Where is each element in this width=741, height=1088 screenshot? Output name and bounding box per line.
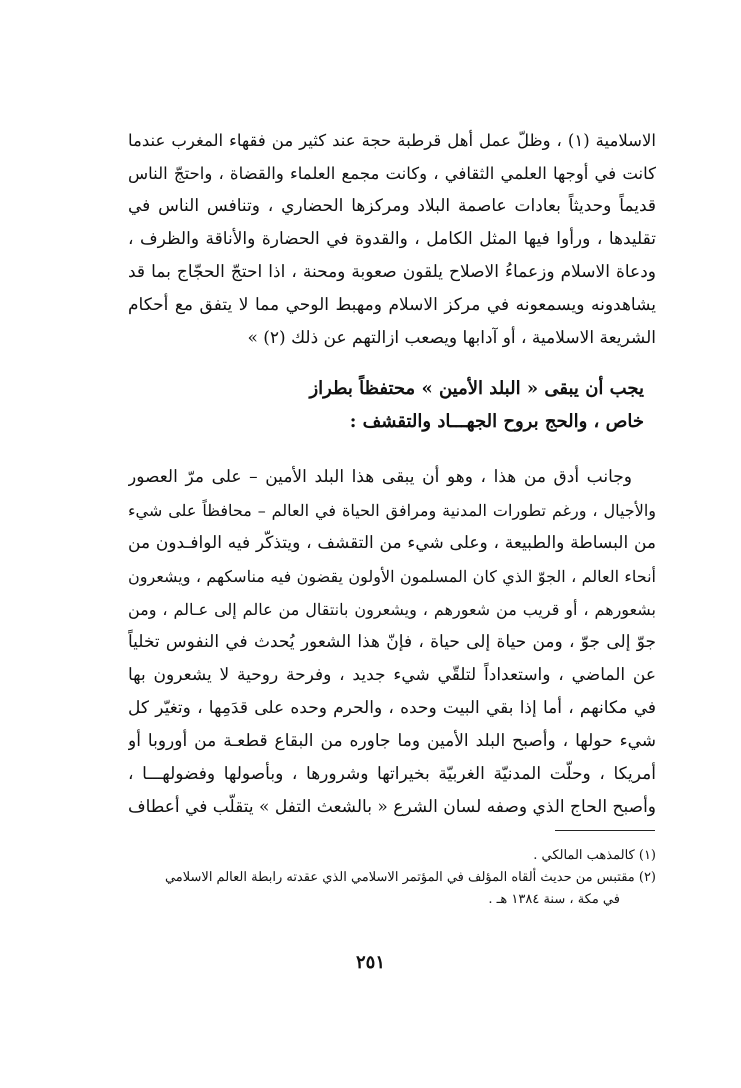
- paragraph-continuation: [128, 124, 656, 355]
- text-line: عن الماضي ، واستعداداً لتلقّي شيء جديد ، وفرحة روحية لا يشعرون بها: [128, 665, 656, 685]
- footnote: (٢) مقتبس من حديث ألقاه المؤلف في المؤتمر الاسلامي الذي عقدته رابطة العالم الاسلامي: [164, 870, 656, 885]
- text-line: الاسلامية (١) ، وظلّ عمل أهل قرطبة حجة عند كثير من فقهاء المغرب عندما: [128, 131, 656, 150]
- paragraph-body: [128, 461, 656, 824]
- text-line: من البساطة والطبيعة ، وعلى شيء من التقشف ، ويتذكّر فيه الوافـدون من: [128, 533, 656, 553]
- text-line: كانت في أوجها العلمي الثقافي ، وكانت مجمع العلماء والقضاة ، واحتجّ الناس: [128, 164, 656, 183]
- text-line: جوّ إلى جوّ ، ومن حياة إلى حياة ، فإنّ هذا الشعور يُحدث في النفوس تخلياً: [128, 632, 656, 652]
- text-line: وجانب أدق من هذا ، وهو أن يبقى هذا البلد الأمين – على مرّ العصور: [128, 467, 632, 487]
- text-line: قديماً وحديثاً بعادات عاصمة البلاد ومركزها الحضاري ، وتنافس الناس في: [128, 196, 656, 216]
- footnotes: [128, 845, 656, 911]
- heading-line: خاص ، والحج بروح الجهـــاد والتقشف :: [349, 411, 644, 432]
- text-line: وأصبح الحاج الذي وصفه لسان الشرع « بالشعث التفل » يتقلّب في أعطاف: [128, 797, 656, 817]
- text-line: تقليدها ، ورأوا فيها المثل الكامل ، والقدوة في الحضارة والأناقة والظرف ،: [128, 229, 656, 249]
- text-line: في مكانهم ، أما إذا بقي البيت وحده ، والحرم وحده على قدَمِها ، وتغيّر كل: [128, 698, 656, 718]
- footnote: (١) كالمذهب المالكي .: [533, 848, 656, 863]
- text-line: والأجيال ، ورغم تطورات المدنية ومرافق الحياة في العالم – محافظاً على شيء: [128, 501, 656, 520]
- text-line: يشاهدونه ويسمعونه في مركز الاسلام ومهبط الوحي مما لا يتفق مع أحكام: [128, 295, 656, 315]
- text-line: أمريكا ، وحلّت المدنيّة الغربيّة بخيراتها وشرورها ، وبأصولها وفضولهـــا ،: [128, 764, 656, 784]
- text-line: ودعاة الاسلام وزعماءُ الاصلاح يلقون صعوبة ومحنة ، اذا احتجّ الحجّاج بما قد: [128, 262, 656, 282]
- heading-line: يجب أن يبقى « البلد الأمين » محتفظاً بطراز: [309, 378, 644, 399]
- text-line: بشعورهم ، أو قريب من شعورهم ، ويشعرون بانتقال من عالم إلى عـالم ، ومن: [128, 600, 656, 619]
- text-line: الشريعة الاسلامية ، أو آدابها ويصعب ازالتهم عن ذلك (٢) »: [247, 328, 656, 348]
- text-line: شيء حولها ، وأصبح البلد الأمين وما جاوره من البقاع قطعـة من أوروبا أو: [128, 731, 656, 751]
- text-line: أنحاء العالم ، الجوّ الذي كان المسلمون الأولون يقضون فيه مناسكهم ، ويشعرون: [128, 567, 656, 586]
- page-number: ٢٥١: [355, 952, 385, 973]
- footnote-divider: [555, 830, 655, 831]
- section-heading: [128, 372, 656, 438]
- footnote-continuation: في مكة ، سنة ١٣٨٤ هـ .: [488, 892, 620, 907]
